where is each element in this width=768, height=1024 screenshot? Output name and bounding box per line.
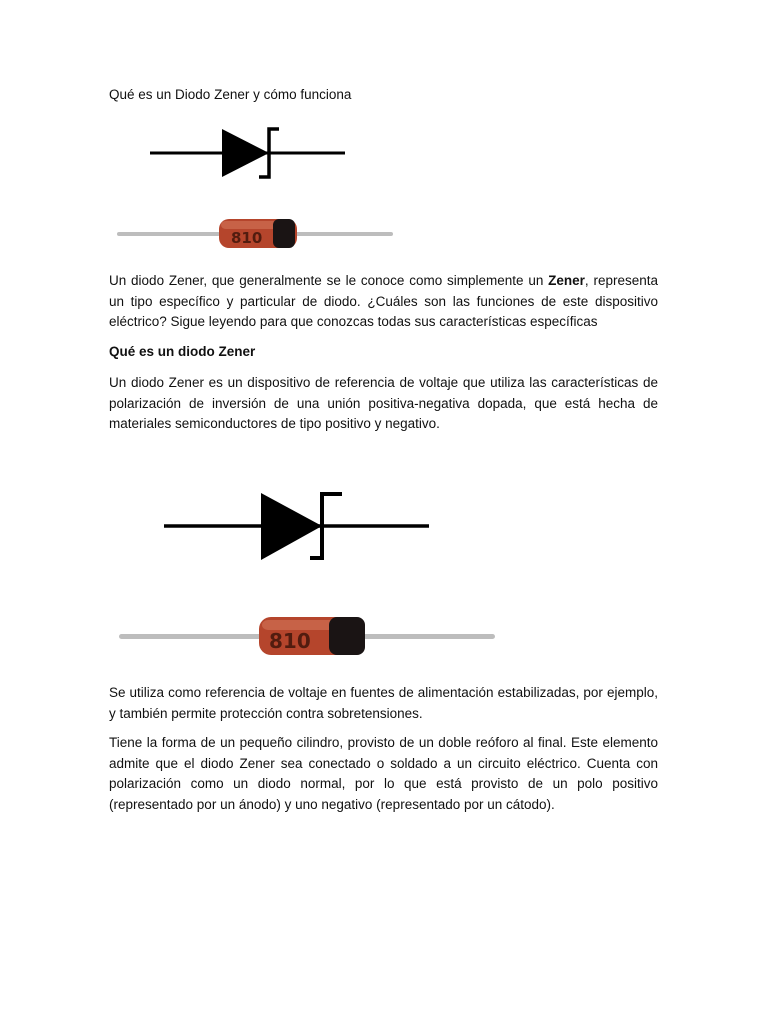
intro-paragraph: Un diodo Zener, que generalmente se le conoce como simplemente un Zener, representa un tipo específico y particular de diodo. ¿Cuáles son las funciones de este dispositivo eléctrico? Sigue leyendo para que conozcas todas sus características específicas	[109, 273, 658, 329]
svg-text:810: 810	[269, 629, 311, 653]
zener-symbol-small	[148, 124, 348, 182]
zener-bold-term: Zener	[548, 273, 585, 288]
zener-diode-photo-small	[115, 214, 395, 254]
definition-paragraph: Un diodo Zener es un dispositivo de referencia de voltaje que utiliza las características de polarización de inversión de una unión positiva-negativa dopada, que está hecha de materiales semiconductores de tipo positivo y negativo.	[109, 375, 658, 431]
document-title: Qué es un Diodo Zener y cómo funciona	[109, 87, 352, 102]
usage-paragraph: Se utiliza como referencia de voltaje en fuentes de alimentación estabilizadas, por ejemplo, y también permite protección contra sobretensiones.	[109, 685, 658, 721]
form-paragraph: Tiene la forma de un pequeño cilindro, provisto de un doble reóforo al final. Este elemento admite que el diodo Zener sea conectado o soldado a un circuito eléctrico. Cuenta con polarización como un diodo normal, por lo que está provisto de un polo positivo (representado por un ánodo) y uno negativo (representado por un cátodo).	[109, 735, 658, 812]
svg-text:810: 810	[231, 229, 263, 247]
zener-diode-photo-large	[117, 612, 497, 660]
zener-symbol-large	[162, 490, 432, 564]
section-heading: Qué es un diodo Zener	[109, 344, 256, 359]
